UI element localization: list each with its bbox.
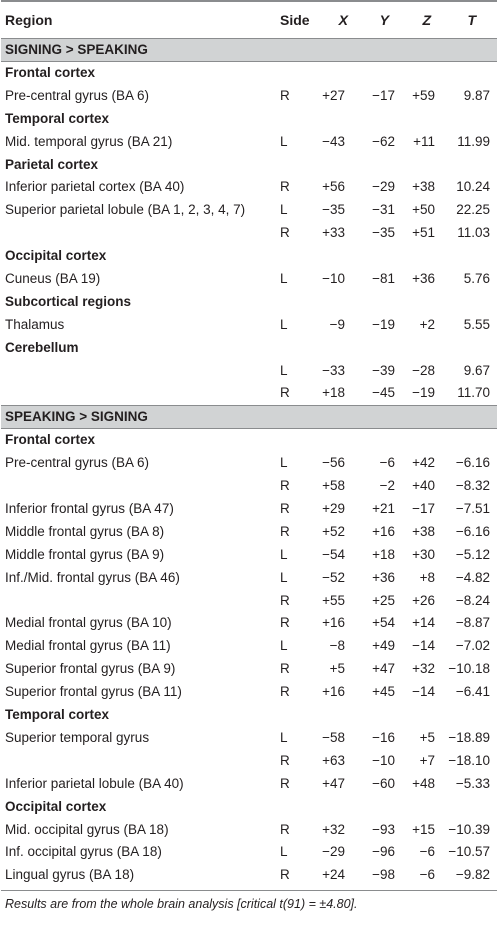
- cell-region: Temporal cortex: [5, 110, 110, 126]
- cell-z: −6: [419, 844, 435, 860]
- cell-region: Pre-central gyrus (BA 6): [5, 87, 150, 103]
- cell-x: −56: [322, 455, 345, 471]
- cell-side: R: [280, 179, 290, 195]
- cell-region: Frontal cortex: [5, 65, 96, 80]
- table-row: [1, 314, 497, 337]
- cell-side: R: [280, 478, 290, 494]
- cell-z: +26: [412, 592, 435, 608]
- cell-side: R: [280, 225, 290, 241]
- cell-side: L: [280, 729, 288, 745]
- cell-y: −62: [372, 133, 395, 149]
- table-row: [1, 841, 497, 864]
- cell-x: +55: [322, 592, 345, 608]
- cell-side: R: [280, 501, 290, 517]
- table-row: [1, 498, 497, 521]
- cell-y: +18: [372, 546, 395, 562]
- table-row: [1, 360, 497, 383]
- cell-z: +32: [412, 661, 435, 677]
- results-table: [1, 0, 497, 911]
- cell-side: R: [280, 684, 290, 700]
- cell-region: Inferior parietal cortex (BA 40): [5, 179, 185, 195]
- cell-side: L: [280, 316, 288, 332]
- cell-x: +52: [322, 523, 345, 539]
- cell-y: −2: [379, 478, 395, 494]
- cell-region: Lingual gyrus (BA 18): [5, 867, 135, 883]
- cell-side: R: [280, 867, 290, 883]
- region-group-row: [1, 62, 497, 85]
- cell-side: R: [280, 615, 290, 631]
- cell-t: 11.70: [457, 385, 490, 401]
- cell-y: −35: [372, 225, 395, 241]
- cell-t: −18.89: [448, 729, 490, 745]
- region-group-row: [1, 429, 497, 452]
- cell-side: R: [280, 661, 290, 677]
- table-row: [1, 521, 497, 544]
- cell-side: R: [280, 592, 290, 608]
- cell-t: −6.41: [455, 684, 490, 700]
- cell-y: −81: [372, 271, 395, 287]
- cell-z: −6: [419, 867, 435, 883]
- table-row: [1, 727, 497, 750]
- cell-t: −6.16: [455, 455, 490, 471]
- region-group-row: [1, 704, 497, 727]
- cell-side: R: [280, 87, 290, 103]
- cell-side: R: [280, 821, 290, 837]
- cell-t: −8.32: [455, 478, 490, 494]
- cell-y: +21: [372, 501, 395, 517]
- section-header-row: [1, 405, 497, 429]
- cell-x: +16: [322, 615, 345, 631]
- cell-side: L: [280, 362, 288, 378]
- cell-t: 5.76: [463, 271, 490, 287]
- cell-region: Inf./Mid. frontal gyrus (BA 46): [5, 569, 180, 585]
- table-row: [1, 222, 497, 245]
- cell-region: Superior parietal lobule (BA 1, 2, 3, 4, 7): [5, 202, 246, 218]
- cell-t: −7.51: [455, 501, 490, 517]
- cell-z: −14: [412, 684, 435, 700]
- cell-z: +50: [412, 202, 435, 218]
- cell-side: L: [280, 844, 288, 860]
- cell-region: Thalamus: [5, 316, 65, 332]
- header-y: Y: [379, 12, 389, 28]
- cell-z: +15: [412, 821, 435, 837]
- cell-x: +32: [322, 821, 345, 837]
- cell-y: −6: [379, 455, 395, 471]
- cell-region: Superior frontal gyrus (BA 9): [5, 661, 176, 677]
- cell-y: +36: [372, 569, 395, 585]
- cell-t: −6.16: [455, 523, 490, 539]
- cell-t: 11.99: [457, 133, 490, 149]
- cell-region: Mid. temporal gyrus (BA 21): [5, 133, 173, 149]
- cell-side: L: [280, 546, 288, 562]
- cell-x: +5: [329, 661, 345, 677]
- section-header-row: [1, 38, 497, 62]
- cell-x: +56: [322, 179, 345, 195]
- cell-region: Middle frontal gyrus (BA 9): [5, 546, 165, 562]
- cell-y: −10: [372, 752, 395, 768]
- cell-y: +54: [372, 615, 395, 631]
- cell-t: −5.12: [455, 546, 490, 562]
- cell-x: −10: [322, 271, 345, 287]
- cell-region: Frontal cortex: [5, 432, 96, 448]
- cell-x: +27: [322, 87, 345, 103]
- table-row: [1, 681, 497, 704]
- cell-t: −9.82: [455, 867, 490, 883]
- cell-z: +40: [412, 478, 435, 494]
- region-group-row: [1, 245, 497, 268]
- cell-region: Medial frontal gyrus (BA 10): [5, 615, 172, 631]
- cell-region: Superior temporal gyrus: [5, 729, 150, 745]
- cell-region: Inf. occipital gyrus (BA 18): [5, 844, 162, 860]
- cell-y: −93: [372, 821, 395, 837]
- table-body: [1, 38, 497, 887]
- table-row: [1, 590, 497, 613]
- region-group-row: [1, 291, 497, 314]
- cell-x: +63: [322, 752, 345, 768]
- cell-z: +2: [419, 316, 435, 332]
- cell-t: −10.57: [448, 844, 490, 860]
- cell-y: −16: [372, 729, 395, 745]
- table-row: [1, 475, 497, 498]
- cell-region: Occipital cortex: [5, 798, 107, 814]
- cell-region: Inferior parietal lobule (BA 40): [5, 775, 184, 791]
- cell-region: Pre-central gyrus (BA 6): [5, 455, 150, 471]
- cell-x: −9: [329, 316, 345, 332]
- header-t: T: [467, 12, 476, 28]
- cell-x: +16: [322, 684, 345, 700]
- cell-t: 10.24: [456, 179, 490, 195]
- cell-z: +38: [412, 179, 435, 195]
- cell-x: −33: [322, 362, 345, 378]
- cell-y: +25: [372, 592, 395, 608]
- table-row: [1, 612, 497, 635]
- cell-z: −17: [412, 501, 435, 517]
- cell-side: L: [280, 271, 288, 287]
- cell-y: −19: [372, 316, 395, 332]
- header-z: Z: [422, 12, 431, 28]
- cell-t: 22.25: [456, 202, 490, 218]
- header-x: X: [338, 12, 348, 28]
- cell-x: −8: [329, 638, 345, 654]
- table-row: [1, 773, 497, 796]
- cell-y: −39: [372, 362, 395, 378]
- cell-z: +8: [419, 569, 435, 585]
- cell-x: +24: [322, 867, 345, 883]
- cell-region: Subcortical regions: [5, 293, 132, 309]
- cell-x: −52: [322, 569, 345, 585]
- cell-region: Superior frontal gyrus (BA 11): [5, 684, 182, 700]
- cell-y: −45: [372, 385, 395, 401]
- cell-z: +36: [412, 271, 435, 287]
- cell-region: Cuneus (BA 19): [5, 271, 101, 287]
- region-group-row: [1, 796, 497, 819]
- table-footnote: Results are from the whole brain analysis [critical t(91) = ±4.80].: [5, 897, 358, 912]
- cell-x: +18: [322, 385, 345, 401]
- cell-side: L: [280, 569, 288, 585]
- cell-y: +49: [372, 638, 395, 654]
- table-row: [1, 864, 497, 887]
- table-row: [1, 176, 497, 199]
- cell-side: L: [280, 638, 288, 654]
- cell-y: +45: [372, 684, 395, 700]
- cell-side: R: [280, 523, 290, 539]
- cell-t: 11.03: [457, 225, 490, 241]
- cell-y: −29: [372, 179, 395, 195]
- table-row: [1, 819, 497, 842]
- table-header-row: [1, 2, 497, 38]
- cell-t: −8.24: [455, 592, 490, 608]
- cell-z: +11: [413, 133, 435, 149]
- cell-region: Mid. occipital gyrus (BA 18): [5, 821, 169, 837]
- cell-t: −7.02: [455, 638, 490, 654]
- table-row: [1, 544, 497, 567]
- cell-x: +47: [322, 775, 345, 791]
- cell-t: 5.55: [463, 316, 490, 332]
- cell-y: −98: [372, 867, 395, 883]
- cell-y: −31: [372, 202, 395, 218]
- cell-t: −18.10: [448, 752, 490, 768]
- cell-x: −35: [322, 202, 345, 218]
- cell-t: 9.87: [463, 87, 490, 103]
- cell-side: R: [280, 752, 290, 768]
- cell-t: −10.18: [448, 661, 490, 677]
- cell-z: +5: [419, 729, 435, 745]
- cell-region: Parietal cortex: [5, 156, 99, 172]
- cell-t: −5.33: [455, 775, 490, 791]
- table-row: [1, 658, 497, 681]
- table-row: [1, 567, 497, 590]
- table-row: [1, 131, 497, 154]
- cell-y: −17: [372, 87, 395, 103]
- table-row: [1, 635, 497, 658]
- cell-region: SIGNING > SPEAKING: [5, 42, 148, 57]
- cell-region: SPEAKING > SIGNING: [5, 409, 148, 425]
- cell-z: +7: [419, 752, 435, 768]
- cell-t: −4.82: [455, 569, 490, 585]
- header-side: Side: [280, 12, 310, 28]
- cell-x: −54: [322, 546, 345, 562]
- cell-x: −43: [322, 133, 345, 149]
- cell-x: −58: [322, 729, 345, 745]
- cell-x: +58: [322, 478, 345, 494]
- cell-region: Occipital cortex: [5, 248, 107, 264]
- cell-side: L: [280, 455, 288, 471]
- table-row: [1, 382, 497, 405]
- cell-t: 9.67: [463, 362, 490, 378]
- cell-region: Temporal cortex: [5, 707, 110, 723]
- cell-z: +30: [412, 546, 435, 562]
- cell-y: −60: [372, 775, 395, 791]
- region-group-row: [1, 108, 497, 131]
- cell-x: −29: [322, 844, 345, 860]
- cell-region: Medial frontal gyrus (BA 11): [5, 638, 171, 654]
- region-group-row: [1, 337, 497, 360]
- cell-region: Cerebellum: [5, 339, 79, 355]
- table-row: [1, 268, 497, 291]
- cell-z: +59: [412, 87, 435, 103]
- cell-z: +48: [412, 775, 435, 791]
- cell-y: +47: [372, 661, 395, 677]
- cell-t: −8.87: [455, 615, 490, 631]
- table-row: [1, 199, 497, 222]
- cell-z: −14: [412, 638, 435, 654]
- cell-t: −10.39: [448, 821, 490, 837]
- cell-region: Middle frontal gyrus (BA 8): [5, 523, 165, 539]
- cell-x: +33: [322, 225, 345, 241]
- region-group-row: [1, 154, 497, 177]
- cell-z: +51: [412, 225, 435, 241]
- cell-side: L: [280, 133, 288, 149]
- cell-y: +16: [372, 523, 395, 539]
- cell-region: Inferior frontal gyrus (BA 47): [5, 501, 174, 517]
- cell-z: +42: [412, 455, 435, 471]
- cell-z: +38: [412, 523, 435, 539]
- table-row: [1, 452, 497, 475]
- cell-z: −28: [412, 362, 435, 378]
- table-row: [1, 750, 497, 773]
- cell-y: −96: [372, 844, 395, 860]
- header-region: Region: [5, 12, 53, 28]
- table-row: [1, 85, 497, 108]
- cell-z: +14: [412, 615, 435, 631]
- cell-side: L: [280, 202, 288, 218]
- cell-z: −19: [412, 385, 435, 401]
- cell-side: R: [280, 385, 290, 401]
- cell-side: R: [280, 775, 290, 791]
- cell-x: +29: [322, 501, 345, 517]
